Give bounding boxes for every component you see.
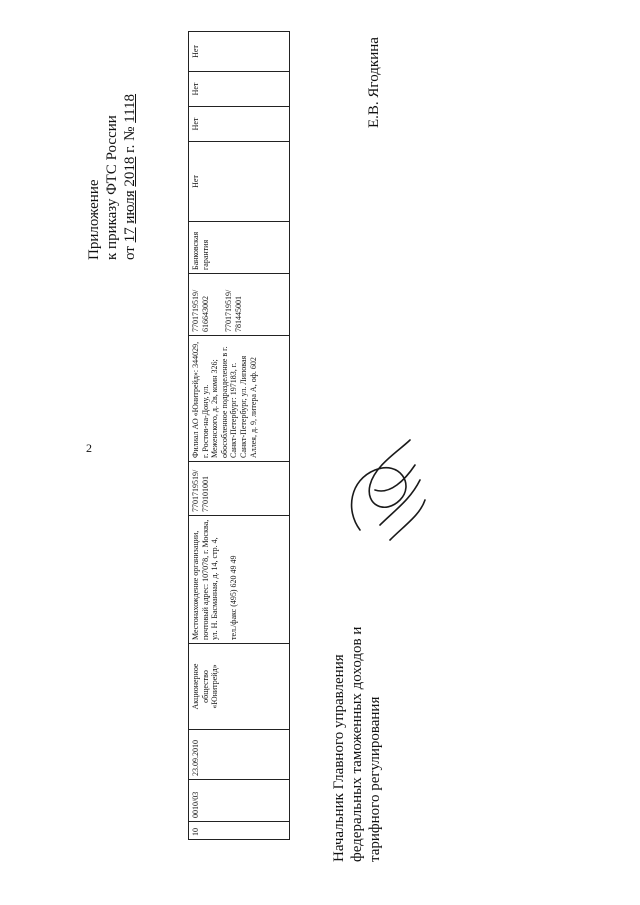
branch-inn-1: 7701719519/ 616643002 [191,289,210,332]
cell-col12: Нет [189,72,290,107]
signatory-title: Начальник Главного управления федеральных таможенных доходов и тарифного регулирования [331,626,383,862]
year-suffix: г. [122,144,138,153]
cell-col13: Нет [189,32,290,72]
registry-table-wrap [188,32,290,840]
document-header [85,40,195,260]
table-row [189,32,290,840]
order-month: июля [122,190,138,224]
branch-inn-2: 7701719519/ 781445001 [224,289,243,332]
number-label: № [122,126,138,141]
page-number: 2 [86,441,92,455]
header-line-2: к приказу ФТС России [104,115,120,260]
cell-num: 10 [189,822,290,840]
cell-org-name: Акционерное общество «Юнитрейд» [189,644,290,730]
order-year: 2018 [122,156,138,187]
cell-inn-kpp: 7701719519/ 770101001 [189,462,290,516]
cell-branch [189,336,290,462]
address-line-2: ул. Н. Басманная, д. 14, стр. 4, [210,537,220,640]
signatory-name: Е.В. Ягодкина [366,37,382,128]
cell-col10: Нет [189,142,290,222]
cell-date: 23.09.2010 [189,730,290,780]
registry-table [188,31,290,840]
cell-col11: Нет [189,107,290,142]
date-prefix: от [122,246,138,260]
header-date-line [121,40,139,260]
handwritten-signature [340,430,430,550]
cell-address [189,516,290,644]
order-day: 17 [122,227,138,243]
cell-guarantee: Банковская гарантия [189,222,290,274]
order-number: 1118 [122,93,138,123]
header-line-1: Приложение [86,179,102,260]
cell-reg-no: 0010/03 [189,780,290,822]
branch-line-2: обособленное подразделение в г. Санкт-Петербург: 197183, г. Санкт-Петербург, [219,346,248,458]
branch-line-3: ул. Липовая Аллея, д. 9, литера А, оф. 602 [238,355,258,458]
address-line-1: Местонахождение организации, почтовый адрес: 107078, г. Москва, [191,519,210,640]
branch-line-1: Филиал АО «Юнитрейд»: 344029, г. Ростов-на-Дону, ул. Меженского, д. 2в, комн 326; [191,341,220,458]
address-line-3: тел./факс (495) 620 49 49 [229,555,239,640]
cell-branch-inn [189,274,290,336]
